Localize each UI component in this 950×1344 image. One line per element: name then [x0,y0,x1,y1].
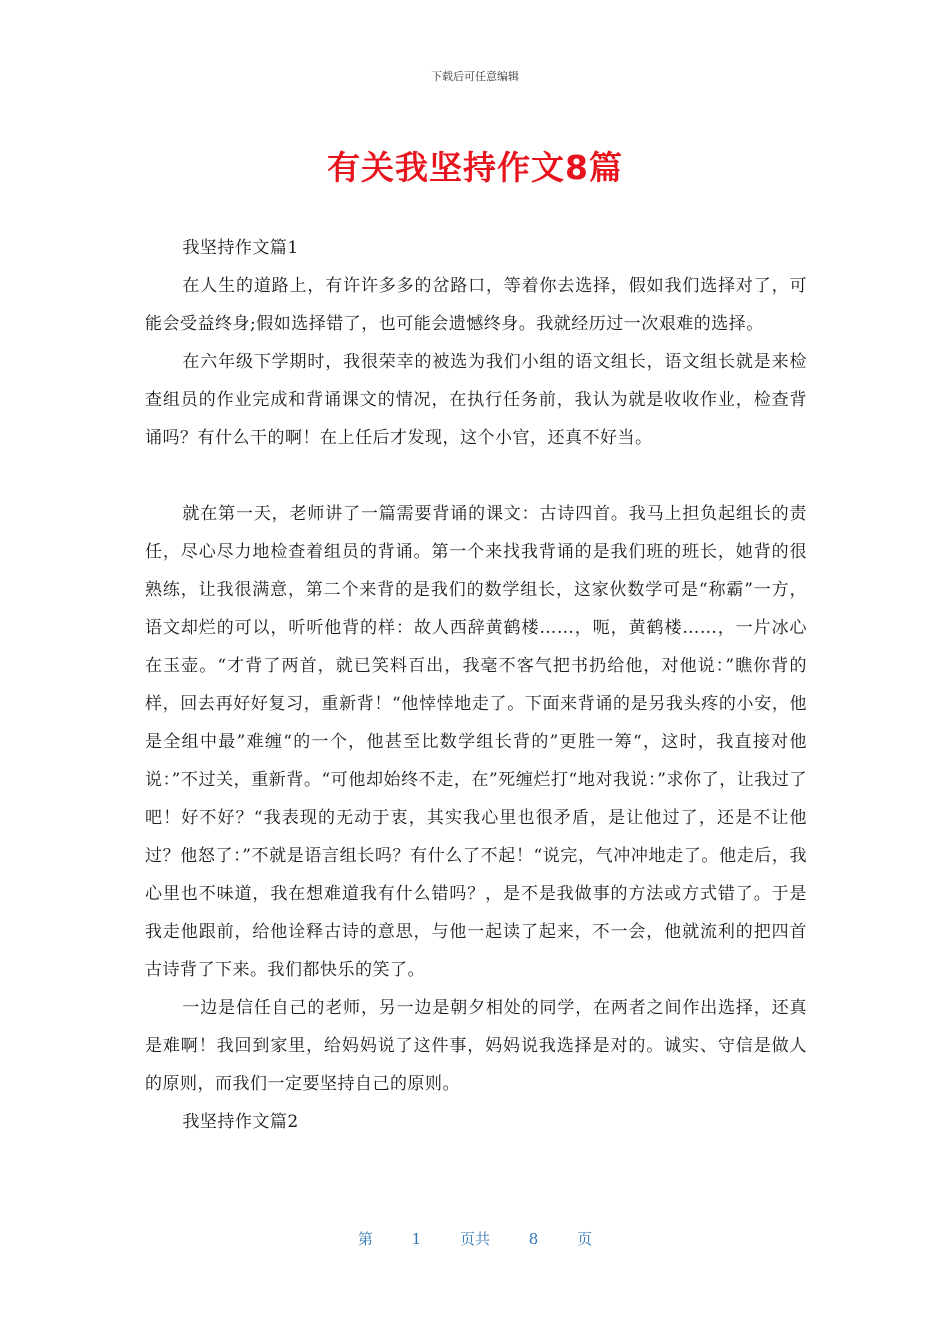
header-note: 下载后可任意编辑 [431,70,519,83]
section-heading-1: 我坚持作文篇1 [182,238,299,258]
page-footer [0,1228,950,1249]
footer-page-number: 1 [411,1230,422,1248]
document-body [145,229,807,1141]
section-heading-2: 我坚持作文篇2 [182,1112,299,1132]
document-title: 有关我坚持作文8篇 [327,148,623,187]
paragraph-4: 一边是信任自己的老师，另一边是朝夕相处的同学，在两者之间作出选择，还真是难啊！我回到家里，给妈妈说了这件事，妈妈说我选择是对的。诚实、守信是做人的原则，而我们一定要坚持自己的原则。 [145,998,807,1094]
footer-prefix: 第 [357,1230,373,1248]
paragraph-3: 就在第一天，老师讲了一篇需要背诵的课文：古诗四首。我马上担负起组长的责任，尽心尽力地检查着组员的背诵。第一个来找我背诵的是我们班的班长，她背的很熟练，让我很满意，第二个来背的是我们的数学组长，这家伙数学可是“称霸”一方，语文却烂的可以，听听他背的样：故人西辞黄鹤楼……，呃，黄鹤楼……，一片冰心在玉壶。“才背了两首，就已笑料百出，我毫不客气把书扔给他，对他说：”瞧你背的样，回去再好好复习，重新背！“他悻悻地走了。下面来背诵的是另我头疼的小安，他是全组中最”难缠“的一个，他甚至比数学组长背的”更胜一筹“，这时，我直接对他说：”不过关，重新背。“可他却始终不走，在”死缠烂打“地对我说：”求你了，让我过了吧！好不好？“我表现的无动于衷，其实我心里也很矛盾，是让他过了，还是不让他过？他怒了：”不就是语言组长吗？有什么了不起！“说完，气冲冲地走了。他走后，我心里也不味道，我在想难道我有什么错吗？，是不是我做事的方法或方式错了。于是我走他跟前，给他诠释古诗的意思，与他一起读了起来，不一会，他就流利的把四首古诗背了下来。我们都快乐的笑了。 [145,504,807,980]
footer-suffix: 页 [577,1230,593,1248]
paragraph-gap [145,457,807,495]
footer-total-pages: 8 [528,1230,539,1248]
footer-middle: 页共 [459,1230,490,1248]
paragraph-1: 在人生的道路上，有许许多多的岔路口，等着你去选择，假如我们选择对了，可能会受益终身;假如选择错了，也可能会遗憾终身。我就经历过一次艰难的选择。 [145,276,807,334]
paragraph-2: 在六年级下学期时，我很荣幸的被选为我们小组的语文组长，语文组长就是来检查组员的作业完成和背诵课文的情况，在执行任务前，我认为就是收收作业，检查背诵吗？有什么干的啊！在上任后才发现，这个小官，还真不好当。 [145,352,807,448]
